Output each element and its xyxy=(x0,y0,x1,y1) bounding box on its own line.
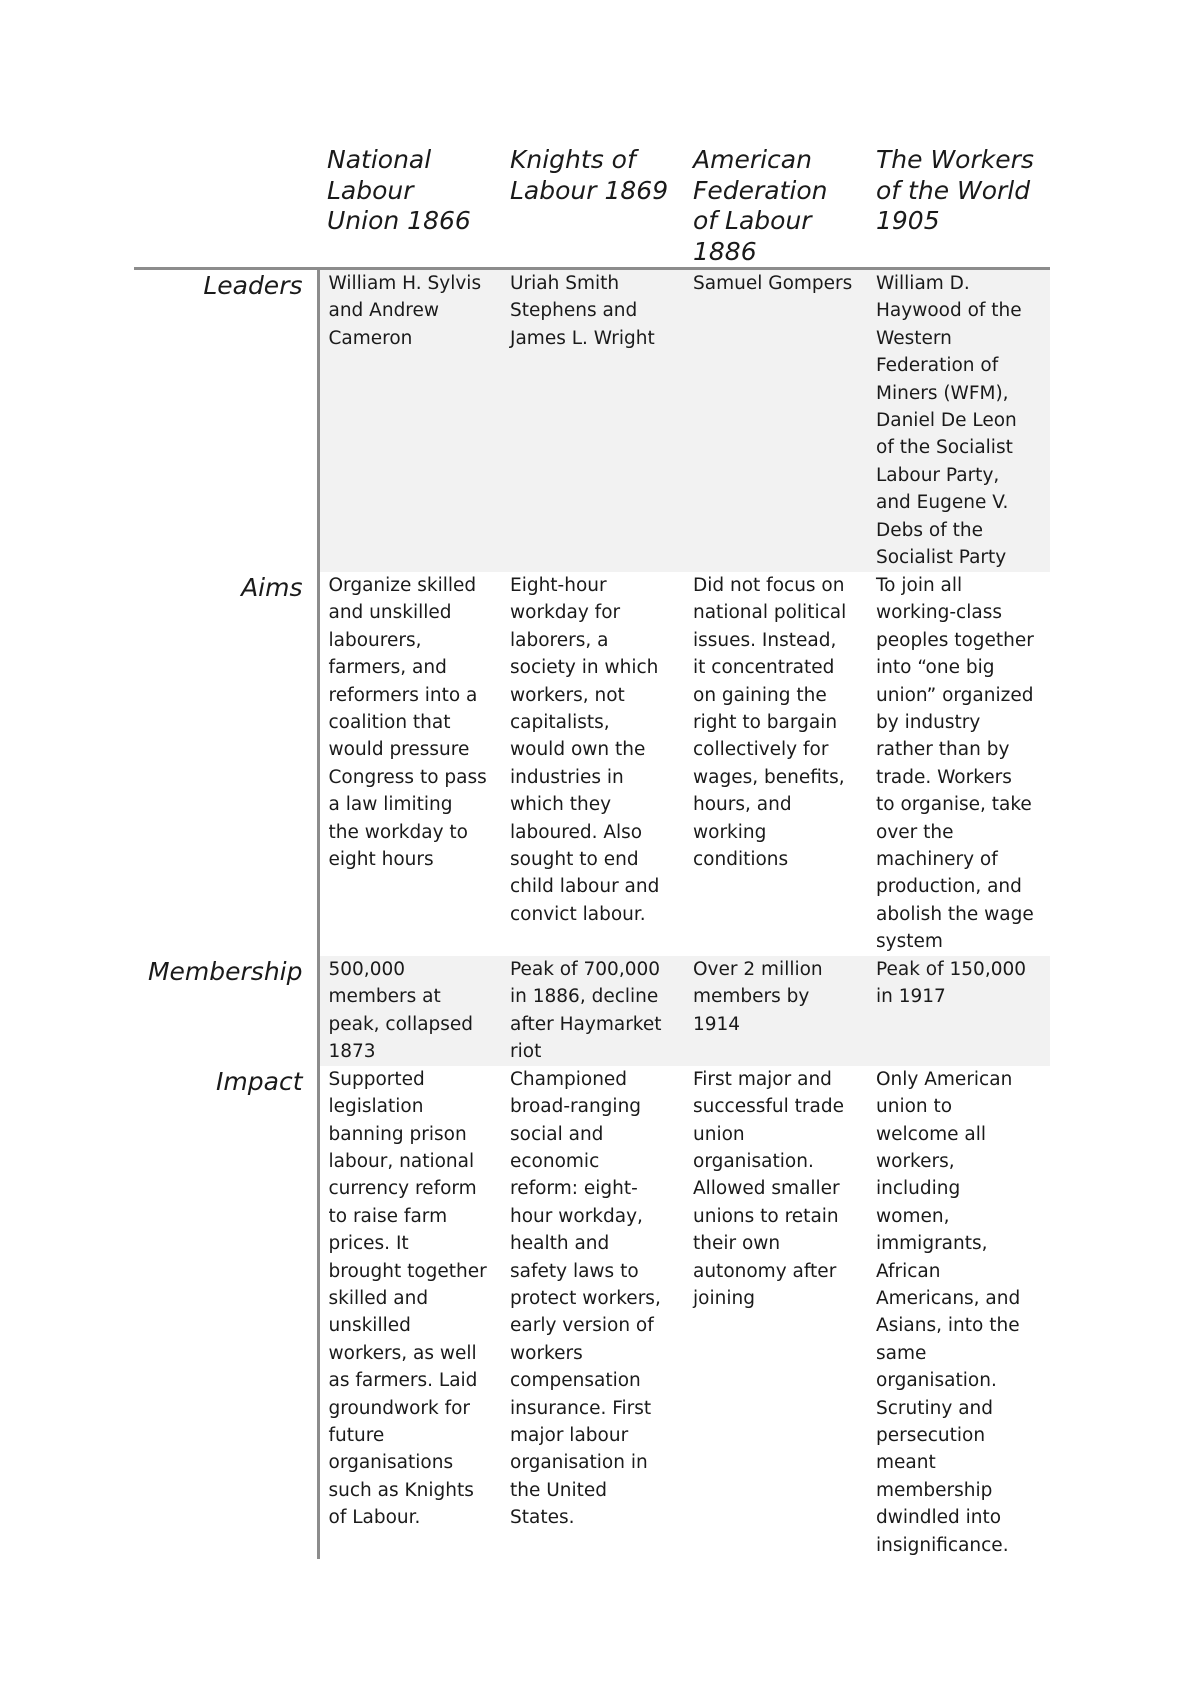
row-label: Leaders xyxy=(134,269,318,573)
table-row-leaders xyxy=(134,269,1050,573)
header-corner-cell xyxy=(134,145,318,269)
table-cell: Organize skilled and unskilled labourers, farmers, and reformers into a coalition that would pressure Congress to pass a law limiting the workday to eight hours xyxy=(328,575,487,871)
table-cell: To join all working-class peoples together into “one big union” organized by industry rather than by trade. Workers to organise, take over the machinery of production, and abolish the wage system xyxy=(876,575,1034,953)
row-label: Membership xyxy=(134,956,318,1066)
table-row-impact xyxy=(134,1066,1050,1559)
table-row-membership xyxy=(134,956,1050,1066)
column-header: National Labour Union 1866 xyxy=(318,145,501,269)
table-cell: Did not focus on national political issues. Instead, it concentrated on gaining the right to bargain collectively for wages, benefits, hours, and working conditions xyxy=(693,575,847,871)
table-cell: Eight-hour workday for laborers, a society in which workers, not capitalists, would own the industries in which they laboured. Also sought to end child labour and convict labour. xyxy=(510,575,660,925)
labour-unions-comparison-table xyxy=(134,145,1050,1559)
table-cell: 500,000 members at peak, collapsed 1873 xyxy=(318,956,501,1066)
column-header: Knights of Labour 1869 xyxy=(501,145,684,269)
table-cell: First major and successful trade union organisation. Allowed smaller unions to retain their own autonomy after joining xyxy=(693,1068,844,1309)
table-cell: Only American union to welcome all workers, including women, immigrants, African Americans, and Asians, into the same organisation. Scrutiny and persecution meant membership dwindled into insignificance. xyxy=(876,1068,1021,1556)
table-cell: Championed broad-ranging social and economic reform: eight-hour workday, health and safety laws to protect workers, early version of workers compensation insurance. First major labour organisation in the United States. xyxy=(510,1068,661,1529)
column-header: The Workers of the World 1905 xyxy=(867,145,1050,269)
table-row-aims xyxy=(134,572,1050,956)
table-cell: Supported legislation banning prison labour, national currency reform to raise farm prices. It brought together skilled and unskilled workers, as well as farmers. Laid groundwork for future organisations such as Knights of Labour. xyxy=(328,1068,487,1529)
table-cell: Over 2 million members by 1914 xyxy=(684,956,867,1066)
table-cell: Peak of 700,000 in 1886, decline after Haymarket riot xyxy=(501,956,684,1066)
row-label: Aims xyxy=(134,572,318,956)
table-header-row xyxy=(134,145,1050,269)
column-header: American Federation of Labour 1886 xyxy=(684,145,867,269)
table-cell: Uriah Smith Stephens and James L. Wright xyxy=(501,269,684,573)
row-label: Impact xyxy=(134,1066,318,1559)
table-cell: William H. Sylvis and Andrew Cameron xyxy=(318,269,501,573)
table-cell: Peak of 150,000 in 1917 xyxy=(867,956,1050,1066)
table-cell: William D. Haywood of the Western Federation of Miners (WFM), Daniel De Leon of the Socialist Labour Party, and Eugene V. Debs of the Socialist Party xyxy=(867,269,1050,573)
table-cell: Samuel Gompers xyxy=(684,269,867,573)
